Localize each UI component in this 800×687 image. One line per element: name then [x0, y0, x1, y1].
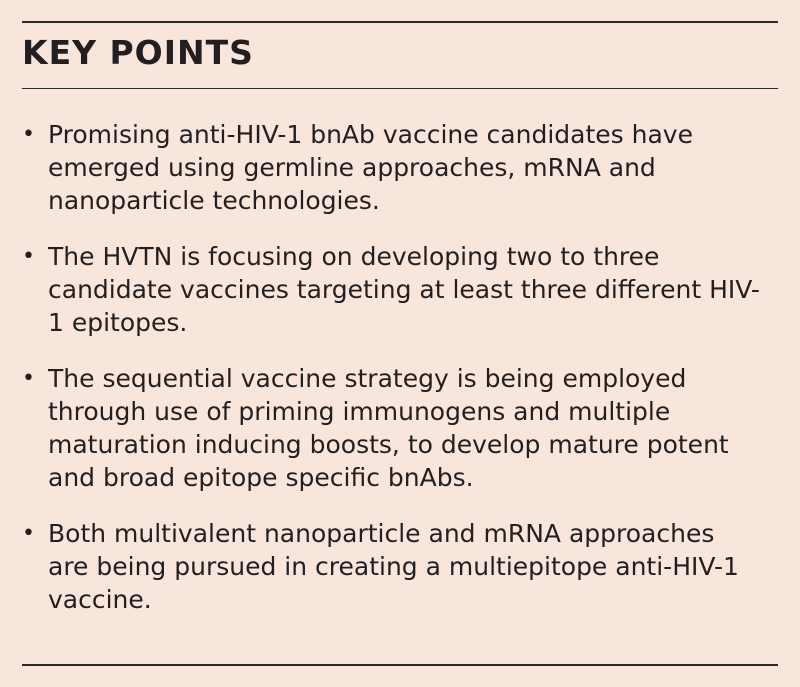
key-point-item	[22, 118, 762, 217]
key-point-text: The HVTN is focusing on developing two to three candidate vaccines targeting at least three different HIV-1 epitopes.	[48, 242, 760, 337]
title-rule	[22, 88, 778, 89]
bullet-icon: •	[22, 122, 35, 147]
top-rule	[22, 21, 778, 23]
key-point-text: Both multivalent nanoparticle and mRNA approaches are being pursued in creating a multiepitope anti-HIV-1 vaccine.	[48, 519, 739, 614]
bullet-icon: •	[22, 366, 35, 391]
bottom-rule	[22, 664, 778, 666]
key-points-list	[22, 118, 762, 639]
key-point-item	[22, 362, 762, 494]
key-point-text: Promising anti-HIV-1 bnAb vaccine candidates have emerged using germline approaches, mRNA and nanoparticle technologies.	[48, 120, 693, 215]
key-point-text: The sequential vaccine strategy is being employed through use of priming immunogens and multiple maturation inducing boosts, to develop mature potent and broad epitope specific bnAbs.	[48, 364, 729, 492]
key-points-title: KEY POINTS	[22, 33, 254, 72]
key-point-item	[22, 517, 762, 616]
key-point-item	[22, 240, 762, 339]
bullet-icon: •	[22, 244, 35, 269]
bullet-icon: •	[22, 521, 35, 546]
